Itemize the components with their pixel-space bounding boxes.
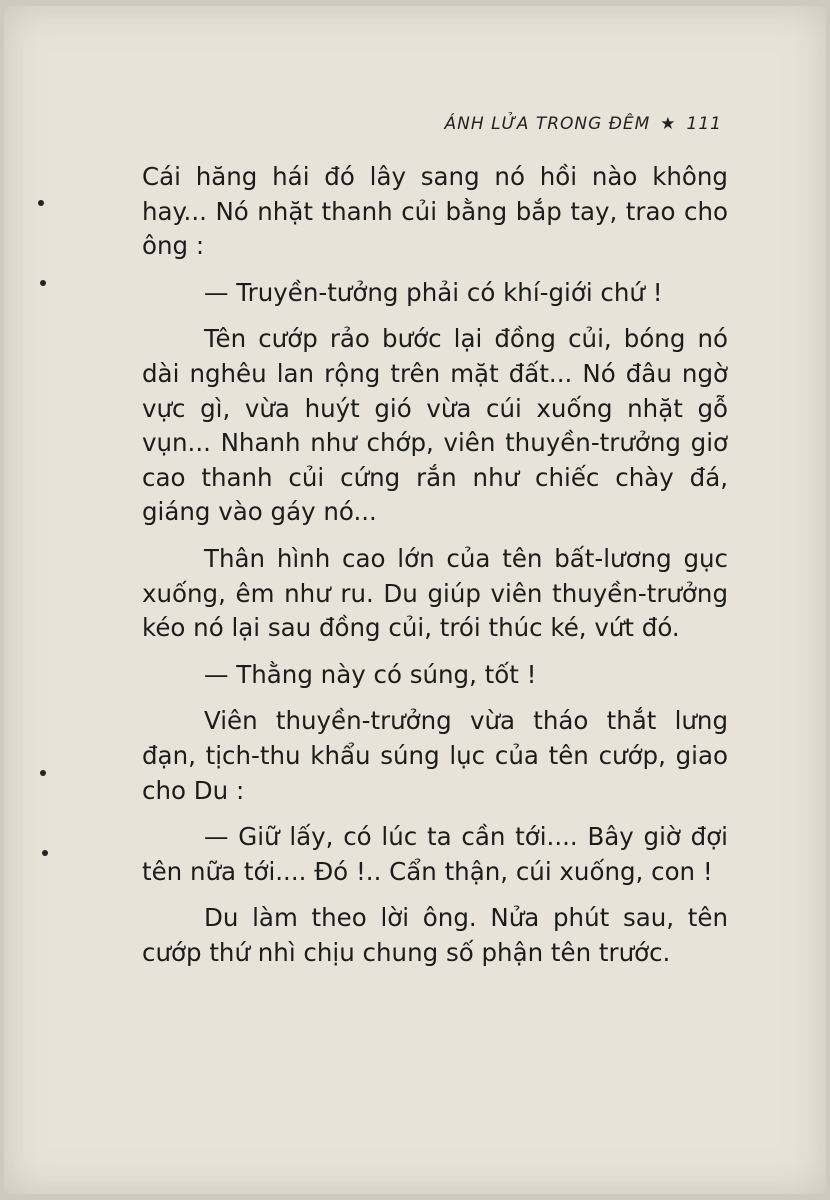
- book-page: [4, 6, 826, 1194]
- body-text: [142, 160, 728, 982]
- binding-hole-mark: [40, 280, 46, 286]
- page-number: 111: [686, 114, 722, 134]
- paragraph: — Thằng này có súng, tốt !: [204, 659, 537, 689]
- paragraph: — Truyền-tưởng phải có khí-giới chứ !: [204, 277, 663, 307]
- chapter-title: ÁNH LỬA TRONG ĐÊM: [444, 114, 651, 134]
- binding-hole-mark: [42, 850, 48, 856]
- paragraph: — Giữ lấy, có lúc ta cần tới.... Bây giờ đợi tên nữa tới.... Đó !.. Cẩn thận, cúi xuống, con !: [142, 822, 728, 886]
- paragraph: Viên thuyền-trưởng vừa tháo thắt lưng đạn, tịch-thu khẩu súng lục của tên cướp, giao cho Du :: [142, 706, 728, 805]
- paragraph: Tên cướp rảo bước lại đồng củi, bóng nó dài nghêu lan rộng trên mặt đất... Nó đâu ngờ vực gì, vừa huýt gió vừa cúi xuống nhặt gỗ vụn... Nhanh như chớp, viên thuyền-trưởng giơ cao thanh củi cứng rắn như chiếc chày đá, giáng vào gáy nó...: [142, 324, 728, 527]
- running-head: [445, 114, 722, 134]
- star-icon: ★: [660, 114, 677, 134]
- paragraph: Du làm theo lời ông. Nửa phút sau, tên cướp thứ nhì chịu chung số phận tên trước.: [142, 903, 728, 967]
- binding-hole-mark: [38, 200, 44, 206]
- paragraph: Thân hình cao lớn của tên bất-lương gục xuống, êm như ru. Du giúp viên thuyền-trưởng kéo nó lại sau đồng củi, trói thúc ké, vứt đó.: [142, 543, 728, 643]
- paragraph: Cái hăng hái đó lây sang nó hồi nào không hay... Nó nhặt thanh củi bằng bắp tay, trao cho ông :: [142, 162, 728, 261]
- binding-hole-mark: [40, 770, 46, 776]
